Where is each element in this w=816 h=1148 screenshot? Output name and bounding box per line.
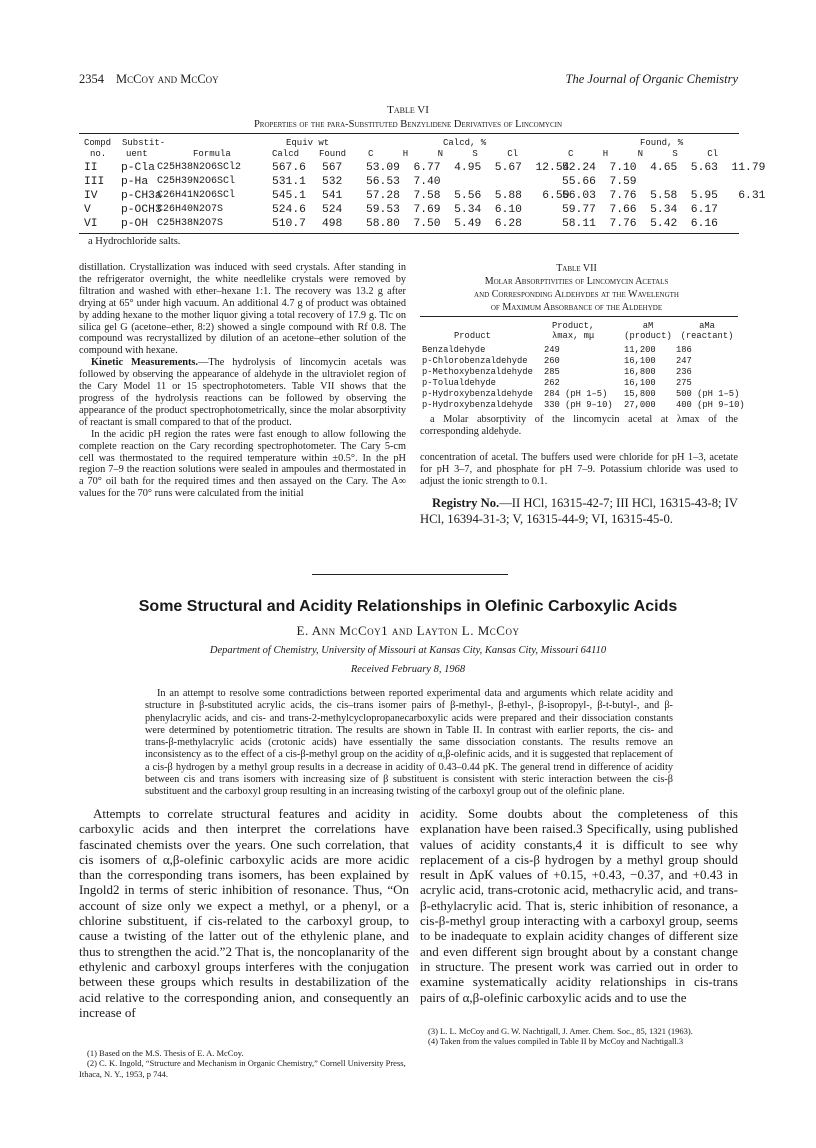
table7-caption-line2: and Corresponding Aldehydes at the Wavelength bbox=[474, 289, 679, 300]
table6-cell: p-OH bbox=[121, 218, 149, 230]
table7-label: Table VII bbox=[556, 263, 597, 274]
page-number: 2354 bbox=[79, 72, 104, 86]
table6-cell: 524.6 bbox=[272, 204, 306, 216]
kinetic-heading: Kinetic Measurements. bbox=[91, 357, 199, 369]
registry-block bbox=[420, 496, 738, 527]
footnotes-left bbox=[79, 1048, 409, 1079]
table7-cell: Benzaldehyde bbox=[422, 345, 486, 355]
table6-header-uent: uent bbox=[126, 149, 148, 159]
paragraph-text: —The hydrolysis of lincomycin acetals was followed by observing the appearance of aldehyde in the ultraviolet region of the Cary Model 11 or 15 spectrophotometers. Table VII shows that the progress of the hydrolysis reactions can be followed by observing the appearance of the product spectrophotometrically, since the molar absorptivity of reactant is small compared to that of the product. bbox=[79, 357, 406, 428]
table6-cell: C25H38N2O6SCl2 bbox=[157, 162, 242, 173]
table6-cell: 58.11 7.76 5.42 6.16 bbox=[562, 218, 718, 230]
registry-numbers: —II HCl, 16315-42-7; III HCl, 16315-43-8; IV HCl, 16394-31-3; V, 16315-44-9; VI, 16315-45-0. bbox=[420, 496, 738, 526]
table7-cell: p-Hydroxybenzaldehyde bbox=[422, 389, 533, 399]
table6-cell: 59.77 7.66 5.34 6.17 bbox=[562, 204, 718, 216]
table6-cell: 531.1 bbox=[272, 176, 306, 188]
table6-cell: p-OCH3 bbox=[121, 204, 162, 216]
table6-cell: 541 bbox=[322, 190, 343, 202]
paragraph: In the acidic pH region the rates were fast enough to allow following the complete reaction on the Cary recording spectrophotometer. The Cary 5-cm cell was thermostated to the required temperature within ±0.5°. In the pH region 7–9 the reaction solutions were sealed in ampoules and thermostated in a 70° oil bath for the required times and then assayed on the Cary. The A∞ values for the 70° runs were calculated from the initial bbox=[79, 428, 406, 500]
table7-cell: 275 bbox=[676, 378, 692, 388]
paragraph: distillation. Crystallization was induced with seed crystals. After standing in the refrigerator overnight, the white needlelike crystals were removed by filtration and washed with ether–hexane 1:1. The recovery was 13.2 g after drying at 65° under high vacuum. An additional 4.7 g of product was obtained by adding hexane to the mother liquor giving a total recovery of 17.9 g. Tlc on silica gel G (acetone–ether, 8:2) showed a single compound with Rf 0.8. The compound was recrystallized by dilution of an acetone–ether solution of the compound with hexane. bbox=[79, 262, 406, 357]
table6-header-found: Found bbox=[319, 149, 347, 159]
table6-cell: 56.03 7.76 5.58 5.95 6.31 bbox=[562, 190, 766, 202]
table6-header-elements-found: C H N S Cl bbox=[568, 149, 719, 159]
footnote-3: (3) L. L. McCoy and G. W. Nachtigall, J. Amer. Chem. Soc., 85, 1321 (1963). bbox=[428, 1026, 693, 1036]
table7-footnote: a Molar absorptivity of the lincomycin acetal at λmax of the corresponding aldehyde. bbox=[420, 414, 738, 437]
table6-row: V bbox=[84, 204, 91, 216]
article-received: Received February 8, 1968 bbox=[350, 664, 466, 675]
table6-cell: p-Ha bbox=[121, 176, 149, 188]
article-abstract: In an attempt to resolve some contradictions between reported experimental data and arguments which relate acidity and structure in β-substituted acrylic acids, the cis–trans isomer pairs of β-methyl-, β-ethyl-, β-isopropyl-, β-t-butyl-, and β-phenylacrylic acids, and cis- and trans-2-methylcyclopropanecarboxylic acids were prepared and their dissociation constants were determined by potentiometric titration. The results are shown in Table II. In contrast with earlier reports, the cis- and trans-β-methylacrylic acids (crotonic acids) have essentially the same dissociation constants. The results remove an inconsistency as to the effect of a cis-β-methyl group on the acidity of α,β-olefinic acids, and it is suggested that replacement of a cis-β hydrogen by a methyl group results in a decrease in acidity of 0.43–0.44 pK. The general trend in difference of acidity between cis and trans isomers with increasing size of β substituent is consistent with steric interaction between the cis-β substituent and the carboxyl group resulting in an increasing twisting of the carboxyl group out of the olefinic plane. bbox=[145, 688, 673, 798]
table7-caption-line1: Molar Absorptivities of Lincomycin Acetals bbox=[484, 276, 669, 287]
table7-cell: 500 (pH 1–5) bbox=[676, 389, 740, 399]
footnote-2: (2) C. K. Ingold, “Structure and Mechanism in Organic Chemistry,” Cornell University Press, Ithaca, N. Y., 1953, p 744. bbox=[79, 1058, 406, 1079]
table7-header-am-product: aM (product) bbox=[624, 321, 672, 341]
table7-cell: 16,800 bbox=[624, 367, 656, 377]
table7-cell: p-Hydroxybenzaldehyde bbox=[422, 400, 533, 410]
table6-cell: 524 bbox=[322, 204, 343, 216]
buffer-text bbox=[420, 452, 738, 488]
registry-label: Registry No. bbox=[432, 496, 500, 510]
table6-cell: 567.6 bbox=[272, 162, 306, 174]
table6-cell: 532 bbox=[322, 176, 343, 188]
footnote-1: (1) Based on the M.S. Thesis of E. A. McCoy. bbox=[87, 1048, 244, 1058]
table6-cell: 545.1 bbox=[272, 190, 306, 202]
table6-cell: 498 bbox=[322, 218, 343, 230]
table7-header-lambda: Product, λmax, mμ bbox=[552, 321, 595, 341]
table6-cell: 510.7 bbox=[272, 218, 306, 230]
body-right-column: acidity. Some doubts about the completeness of this explanation have been raised.3 Specifically, using published values of acidity constants,4 it is difficult to see why replacement of a cis-β hydrogen by a methyl group should result in ΔpK values of +0.15, +0.43, −0.37, and +0.43 in acrylic acid, trans-crotonic acid, methacrylic acid, and trans-β-ethylacrylic acid. That is, steric inhibition of resonance, a cis-β-methyl group interacting with a carboxyl group, seems to be inadequate to explain acidity changes of different size and even different sign brought about by a constant change in structure. The present work was carried out in order to examine systematically acidity relationships in cis-trans pairs of α,β-olefinic carboxylic acids and to use the bbox=[420, 806, 738, 1005]
table7-cell: 247 bbox=[676, 356, 692, 366]
article-authors: E. Ann McCoy1 and Layton L. McCoy bbox=[296, 623, 520, 638]
article-title: Some Structural and Acidity Relationships in Olefinic Carboxylic Acids bbox=[138, 598, 678, 615]
footnotes-right bbox=[420, 1026, 738, 1047]
table7-cell: 400 (pH 9–10) bbox=[676, 400, 745, 410]
table7-cell: p-Chlorobenzaldehyde bbox=[422, 356, 528, 366]
table7-cell: 16,100 bbox=[624, 378, 656, 388]
table7-cell: 330 (pH 9–10) bbox=[544, 400, 613, 410]
table6-cell: p-CH3a bbox=[121, 190, 162, 202]
table7-cell: 284 (pH 1–5) bbox=[544, 389, 608, 399]
table6-row: II bbox=[84, 162, 98, 174]
table6-cell: 53.09 6.77 4.95 5.67 12.54 bbox=[366, 162, 570, 174]
table6-cell: C26H40N2O7S bbox=[157, 204, 224, 215]
table7-cell: 262 bbox=[544, 378, 560, 388]
table6-cell: C25H38N2O7S bbox=[157, 218, 224, 229]
table6-cell: 52.24 7.10 4.65 5.63 11.79 bbox=[562, 162, 766, 174]
table6-header-calcd-pct: Calcd, % bbox=[443, 138, 487, 148]
article-divider bbox=[312, 574, 508, 575]
table6-header-found-pct: Found, % bbox=[640, 138, 684, 148]
table7-cell: 236 bbox=[676, 367, 692, 377]
table6-row: VI bbox=[84, 218, 98, 230]
article-department: Department of Chemistry, University of Missouri at Kansas City, Kansas City, Missouri 64110 bbox=[209, 645, 607, 656]
table6-header-elements-calcd: C H N S Cl bbox=[368, 149, 519, 159]
table7-cell: 15,800 bbox=[624, 389, 656, 399]
table7-cell: p-Tolualdehyde bbox=[422, 378, 496, 388]
table7-caption-line3: of Maximum Absorbance of the Aldehyde bbox=[490, 302, 663, 313]
paragraph: concentration of acetal. The buffers used were chloride for pH 1–3, acetate for pH 3–7, and phosphate for pH 7–9. Potassium chloride was used to adjust the ionic strength to 0.1. bbox=[420, 452, 738, 487]
table7-cell: 249 bbox=[544, 345, 560, 355]
journal-name: The Journal of Organic Chemistry bbox=[565, 72, 738, 86]
table6-row: IV bbox=[84, 190, 98, 202]
table6-cell: 567 bbox=[322, 162, 343, 174]
table6-footnote: a Hydrochloride salts. bbox=[88, 236, 181, 247]
table6-cell: 58.80 7.50 5.49 6.28 bbox=[366, 218, 522, 230]
registry-paragraph bbox=[420, 496, 738, 527]
table6-header-subst: Substit- bbox=[122, 138, 166, 148]
table7-header-product: Product bbox=[454, 331, 491, 341]
table7-cell: 285 bbox=[544, 367, 560, 377]
table6-bottom-rule bbox=[79, 233, 739, 234]
table7-cell: 27,000 bbox=[624, 400, 656, 410]
experimental-text bbox=[79, 262, 406, 500]
table7-cell: 186 bbox=[676, 345, 692, 355]
table6-header-no: no. bbox=[90, 149, 107, 159]
body-left-column: Attempts to correlate structural features and acidity in carboxylic acids and then interpret the correlations have fascinated chemists over the years. One such correlation, that cis isomers of α,β-olefinic carboxylic acids are more acidic than the corresponding trans isomers, has been explained by Ingold2 in terms of steric inhibition of resonance. Thus, “On account of size only we expect a methyl, or a phenyl, or a chlorine substituent, if cis-related to the carboxyl group, to cause a twisting of the latter out of the ethylenic plane, and thus to strengthen the acid.”2 That is, the noncoplanarity of the ethylenic and carboxyl groups interferes with the conjugation between these groups which results in destabilization of the acid relative to the corresponding anion, and consequently an increase of bbox=[79, 806, 409, 1020]
table6-header-equiv: Equiv wt bbox=[286, 138, 330, 148]
table6-row: III bbox=[84, 176, 105, 188]
table6-caption: Properties of the para-Substituted Benzylidene Derivatives of Lincomycin bbox=[253, 119, 563, 130]
table6-cell: 57.28 7.58 5.56 5.88 6.50 bbox=[366, 190, 570, 202]
table7-top-rule bbox=[420, 316, 738, 317]
footnote-4: (4) Taken from the values compiled in Table II by McCoy and Nachtigall.3 bbox=[428, 1036, 684, 1047]
table6-cell: p-Cla bbox=[121, 162, 155, 174]
running-authors: McCoy and McCoy bbox=[116, 72, 219, 86]
table6-cell: 55.66 7.59 bbox=[562, 176, 637, 188]
table7-cell: 16,100 bbox=[624, 356, 656, 366]
table6-cell: 59.53 7.69 5.34 6.10 bbox=[366, 204, 522, 216]
table6-header-formula: Formula bbox=[193, 149, 231, 159]
table7-cell: 11,200 bbox=[624, 345, 656, 355]
paragraph bbox=[79, 357, 406, 428]
table7-header-am-reactant: aMa (reactant) bbox=[680, 321, 734, 341]
table7-cell: 260 bbox=[544, 356, 560, 366]
table6-top-rule bbox=[79, 133, 739, 134]
table7-cell: p-Methoxybenzaldehyde bbox=[422, 367, 533, 377]
table6-cell: C26H41N2O6SCl bbox=[157, 190, 236, 201]
table6-header-calcd: Calcd bbox=[272, 149, 300, 159]
table6-cell: C25H39N2O6SCl bbox=[157, 176, 236, 187]
table6-label: Table VI bbox=[387, 104, 429, 116]
table6-cell: 56.53 7.40 bbox=[366, 176, 441, 188]
table6-header-compd: Compd bbox=[84, 138, 112, 148]
